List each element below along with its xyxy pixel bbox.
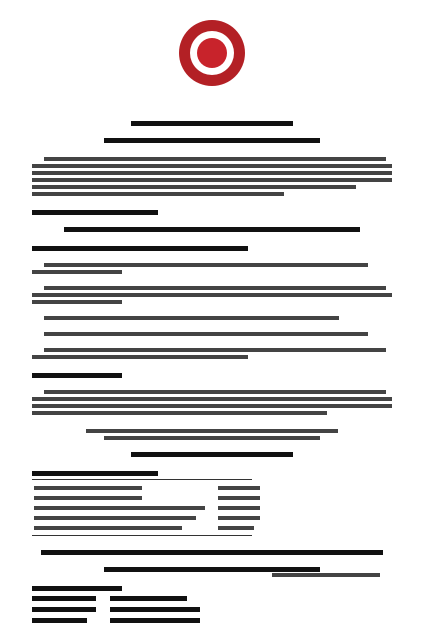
document-title xyxy=(32,112,392,118)
scholarship-section xyxy=(32,201,392,232)
submission-text xyxy=(32,420,392,426)
intro-paragraph xyxy=(32,148,392,196)
remark-section xyxy=(32,364,392,415)
documents-section xyxy=(32,462,392,536)
qualification-item xyxy=(32,254,392,274)
schedule-section xyxy=(32,577,392,625)
schedule-row xyxy=(32,605,392,614)
schedule-row xyxy=(32,616,392,625)
schedule-row xyxy=(32,594,392,603)
remark-text xyxy=(32,381,392,387)
qualification-item xyxy=(32,277,392,304)
qualification-item xyxy=(32,323,392,336)
interview-note xyxy=(32,541,392,547)
qualification-item xyxy=(32,339,392,359)
qualifications-heading xyxy=(32,237,392,243)
document-row xyxy=(32,493,280,503)
document-row xyxy=(32,503,280,513)
submission-section xyxy=(32,420,392,457)
document-title-block xyxy=(32,112,392,143)
scholarship-amount xyxy=(32,218,392,224)
document-subtitle xyxy=(32,129,392,135)
announced-date xyxy=(272,564,392,580)
document-row xyxy=(32,523,280,533)
submission-period xyxy=(32,443,392,449)
document-row xyxy=(32,513,280,523)
university-seal-icon xyxy=(179,20,245,86)
remark-heading xyxy=(32,364,392,370)
documents-table xyxy=(32,483,280,533)
qualification-item xyxy=(32,307,392,320)
documents-heading xyxy=(32,462,392,468)
document-row xyxy=(32,483,280,493)
qualifications-section xyxy=(32,237,392,359)
university-seal-area xyxy=(32,0,392,104)
scholarship-heading xyxy=(32,201,392,207)
